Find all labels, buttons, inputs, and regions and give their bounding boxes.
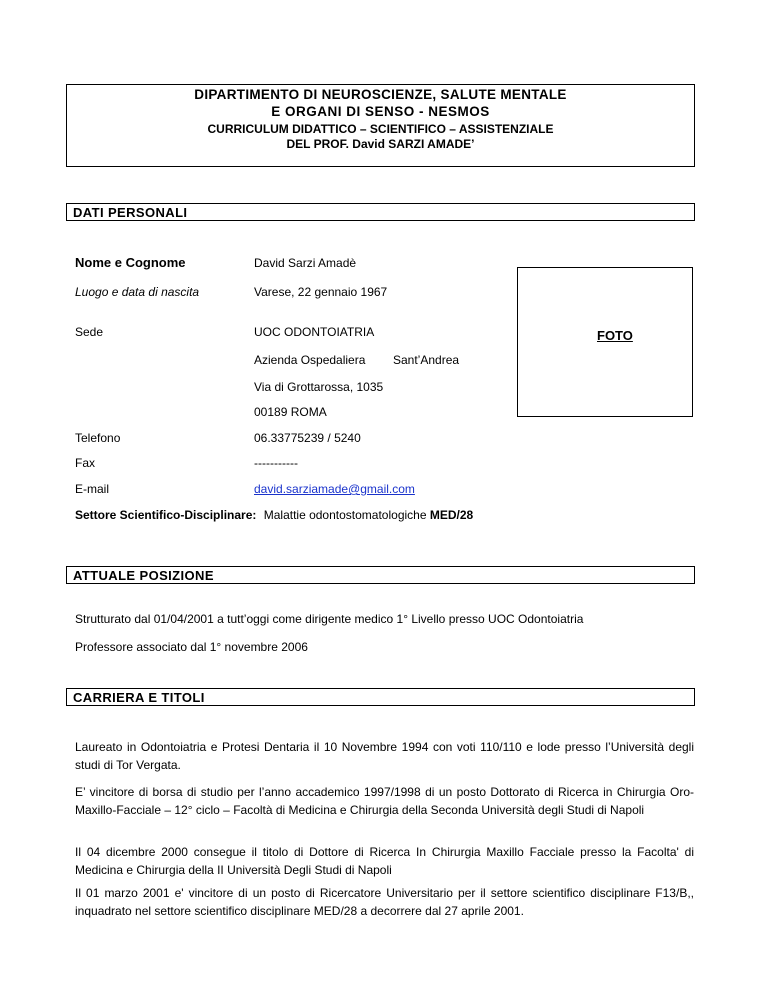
posizione-line2: Professore associato dal 1° novembre 2006 [75,640,308,654]
section-dati-personali [66,203,695,221]
photo-label: FOTO [597,328,633,343]
settore-label: Settore Scientifico-Disciplinare: [75,508,257,522]
sede-line2a: Azienda Ospedaliera [254,353,366,367]
department-name: DIPARTIMENTO DI NEUROSCIENZE, SALUTE MENTALE [194,87,567,102]
settore-value: Malattie odontostomatologiche [263,508,427,522]
email-label: E-mail [75,482,110,496]
carriera-paragraph-4: Il 01 marzo 2001 e' vincitore di un posto di Ricercatore Universitario per il settore scientifico disciplinare F13/B,, inquadrato nel settore scientifico disciplinare MED/28 a decorrere dal 27 aprile 2001. [75,886,694,918]
sede-line2b: Sant’Andrea [393,353,460,367]
sede-line1: UOC ODONTOIATRIA [254,325,375,339]
luogo-value: Varese, 22 gennaio 1967 [254,285,388,299]
luogo-label: Luogo e data di nascita [75,285,200,299]
posizione-line1: Strutturato dal 01/04/2001 a tutt’oggi come dirigente medico 1° Livello presso UOC Odontoiatria [75,612,584,626]
professor-name: DEL PROF. David SARZI AMADE’ [286,137,475,151]
carriera-paragraph-2: E’ vincitore di borsa di studio per l’anno accademico 1997/1998 di un posto Dottorato di Ricerca in Chirurgia Oro-Maxillo-Facciale – 12° ciclo – Facoltà di Medicina e Chirurgia della Seconda Università degli Studi di Napoli [75,785,694,817]
photo-placeholder [517,267,693,417]
document-header [66,84,695,167]
sede-label: Sede [75,325,104,339]
sede-line3: Via di Grottarossa, 1035 [254,380,384,394]
section-carriera-titoli [66,688,695,706]
sede-line4: 00189 ROMA [254,405,327,419]
settore-code: MED/28 [429,508,474,522]
telefono-value: 06.33775239 / 5240 [254,431,361,445]
settore-row [75,508,473,522]
nome-label: Nome e Cognome [75,255,186,270]
curriculum-title: CURRICULUM DIDATTICO – SCIENTIFICO – ASSISTENZIALE [207,122,554,136]
carriera-paragraph-1: Laureato in Odontoiatria e Protesi Dentaria il 10 Novembre 1994 con voti 110/110 e lode presso l’Università degli studi di Tor Vergata. [75,740,694,772]
email-link[interactable]: david.sarziamade@gmail.com [254,482,415,496]
section-attuale-posizione [66,566,695,584]
nome-value: David Sarzi Amadè [254,256,357,270]
section-title: CARRIERA E TITOLI [73,690,205,705]
carriera-paragraph-3: Il 04 dicembre 2000 consegue il titolo di Dottore di Ricerca In Chirurgia Maxillo Facciale presso la Facolta' di Medicina e Chirurgia della II Università Degli Studi di Napoli [75,845,694,877]
section-title: DATI PERSONALI [73,205,188,220]
department-subname: E ORGANI DI SENSO - NESMOS [271,104,490,119]
section-title: ATTUALE POSIZIONE [73,568,214,583]
fax-label: Fax [75,456,96,470]
fax-value: ----------- [254,456,298,470]
telefono-label: Telefono [75,431,121,445]
